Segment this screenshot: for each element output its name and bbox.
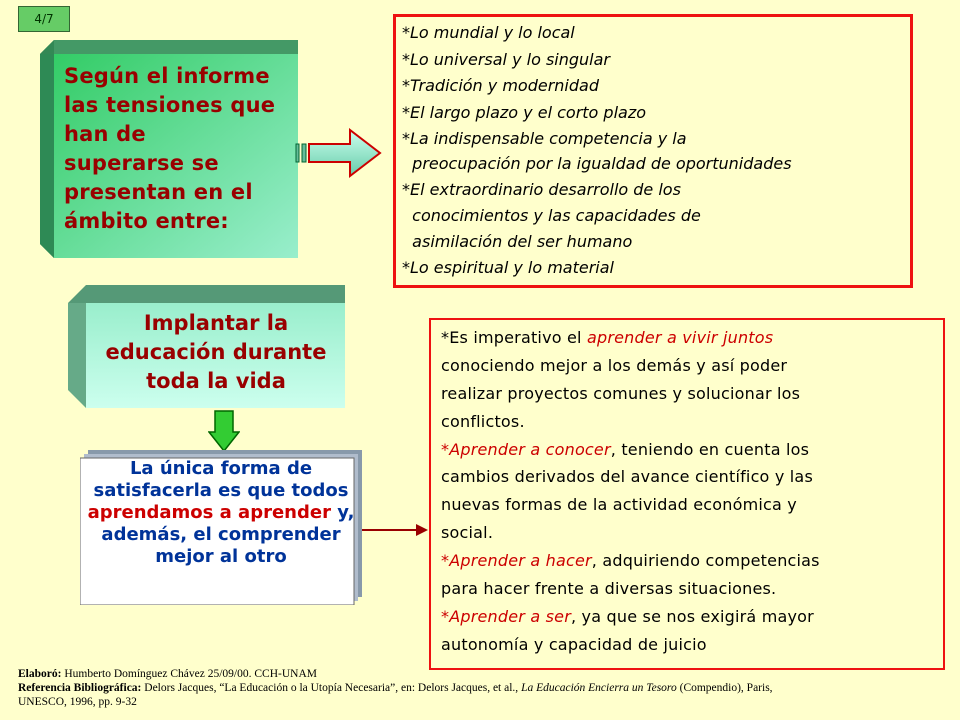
pillar-line: *Aprender a conocer, teniendo en cuenta los: [441, 440, 810, 459]
reference-line: Referencia Bibliográfica: Delors Jacques, “La Educación o la Utopía Necesaria”, en: Delors Jacques, et al., La Educación Encierra un Tesoro (Compendio), Paris,: [18, 682, 773, 694]
pillar-line: realizar proyectos comunes y solucionar los: [441, 384, 801, 403]
reference-line-2: UNESCO, 1996, pp. 9-32: [18, 696, 137, 708]
pillar-line: *Aprender a ser, ya que se nos exigirá mayor: [441, 607, 814, 626]
tension-item: *Lo universal y lo singular: [402, 50, 610, 69]
tension-item: *La indispensable competencia y la: [402, 129, 687, 148]
lifelong-education-box: [68, 285, 345, 408]
pillar-line: *Aprender a hacer, adquiriendo competencias: [441, 551, 820, 570]
pillar-line: autonomía y capacidad de juicio: [441, 635, 707, 654]
learning-to-learn-text: La única forma de satisfacerla es que todos aprendamos a aprender y, además, el comprender mejor al otro: [87, 458, 355, 567]
tension-item: *El extraordinario desarrollo de los: [402, 180, 681, 199]
tension-item: conocimientos y las capacidades de: [402, 206, 701, 225]
tension-item: *Tradición y modernidad: [402, 76, 599, 95]
pillar-line: cambios derivados del avance científico y las: [441, 467, 813, 486]
pillar-line: nuevas formas de la actividad económica y: [441, 495, 797, 514]
tensions-list-box: [393, 14, 913, 288]
credits-footer: [18, 667, 938, 709]
lifelong-education-title: Implantar la educación durante toda la vida: [105, 311, 327, 393]
author-line: Elaboró: Humberto Domínguez Chávez 25/09/00. CCH-UNAM: [18, 668, 317, 680]
tension-item: preocupación por la igualdad de oportunidades: [402, 154, 792, 173]
pillar-line: social.: [441, 523, 494, 542]
tensions-intro-box: [40, 40, 298, 258]
pillar-line: conflictos.: [441, 412, 525, 431]
down-arrow-icon: [208, 410, 240, 452]
learning-to-learn-highlight: aprendamos a aprender: [87, 502, 331, 523]
pillar-line: conociendo mejor a los demás y así poder: [441, 356, 788, 375]
pillar-line: para hacer frente a diversas situaciones.: [441, 579, 777, 598]
tensions-intro-text: Según el informe las tensiones que han de superarse se presentan en el ámbito entre:: [64, 64, 276, 233]
learning-to-learn-box: [80, 450, 362, 605]
tension-item: *El largo plazo y el corto plazo: [402, 103, 647, 122]
pillar-line: *Es imperativo el aprender a vivir juntos: [441, 328, 774, 347]
striped-right-arrow-icon: [294, 128, 386, 180]
tension-item: asimilación del ser humano: [402, 232, 633, 251]
tension-item: *Lo espiritual y lo material: [402, 258, 614, 277]
right-arrow-icon: [362, 520, 430, 540]
tension-item: *Lo mundial y lo local: [402, 23, 575, 42]
slide-number-badge: 4/7: [18, 6, 70, 32]
learning-pillars-box: [429, 318, 945, 670]
